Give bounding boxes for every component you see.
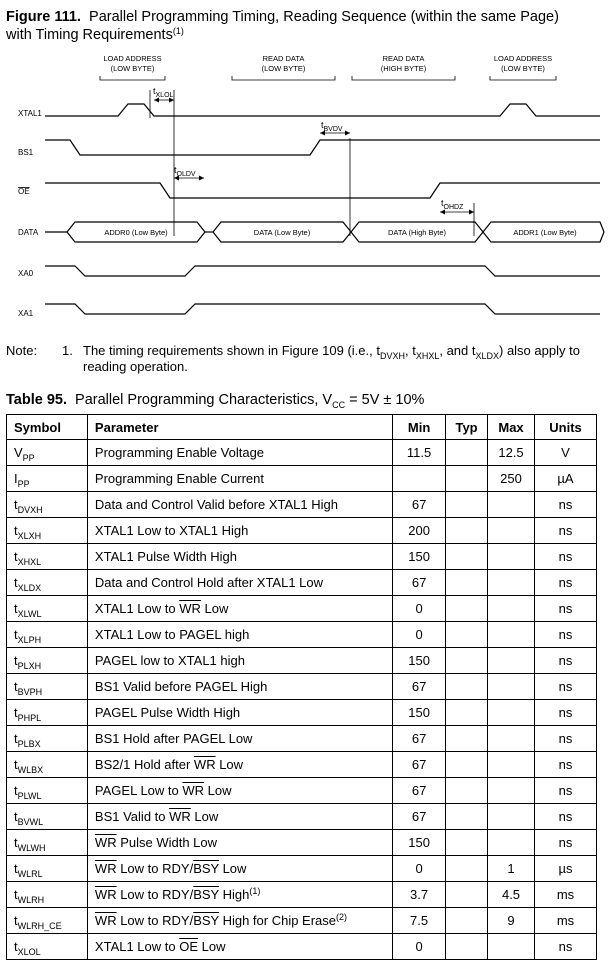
cell-typ	[446, 622, 488, 648]
header-max: Max	[488, 415, 535, 440]
cell-typ	[446, 804, 488, 830]
cell-min: 0	[393, 934, 446, 960]
phase-label: LOAD ADDRESS	[103, 54, 162, 63]
phase-label: LOAD ADDRESS	[493, 54, 553, 63]
cell-parameter: BS1 Valid before PAGEL High	[87, 674, 392, 700]
table-row	[7, 570, 597, 596]
table-row	[7, 544, 597, 570]
phase-label: (HIGH BYTE)	[380, 64, 427, 73]
cell-units: ns	[535, 934, 597, 960]
characteristics-table	[6, 414, 597, 960]
cell-units: ns	[535, 518, 597, 544]
cell-min: 150	[393, 700, 446, 726]
data-box-label: ADDR0 (Low Byte)	[104, 228, 168, 237]
cell-parameter: Programming Enable Voltage	[87, 440, 392, 466]
cell-parameter: XTAL1 Low to $\overline{OE}$ Low	[87, 934, 392, 960]
cell-units: ns	[535, 778, 597, 804]
cell-symbol: $t_{WLWH}$	[7, 830, 88, 856]
cell-typ	[446, 648, 488, 674]
cell-typ	[446, 726, 488, 752]
cell-max	[488, 934, 535, 960]
timing-label: $t_{OHDZ}$	[441, 198, 464, 211]
table-row	[7, 934, 597, 960]
cell-units: V	[535, 440, 597, 466]
cell-min: 0	[393, 596, 446, 622]
cell-min: 200	[393, 518, 446, 544]
cell-max	[488, 622, 535, 648]
cell-parameter: $\overline{WR}$ Pulse Width Low	[87, 830, 392, 856]
signal-label: BS1	[18, 148, 34, 157]
table-row	[7, 466, 597, 492]
header-min: Min	[393, 415, 446, 440]
cell-typ	[446, 466, 488, 492]
cell-typ	[446, 700, 488, 726]
cell-max	[488, 674, 535, 700]
table-row	[7, 518, 597, 544]
cell-symbol: $t_{BVPH}$	[7, 674, 88, 700]
cell-typ	[446, 908, 488, 934]
cell-units: µA	[535, 466, 597, 492]
cell-typ	[446, 830, 488, 856]
cell-units: ns	[535, 752, 597, 778]
figure-title-footnote: (1)	[172, 26, 184, 36]
cell-max	[488, 726, 535, 752]
cell-units: ns	[535, 726, 597, 752]
cell-min: 0	[393, 622, 446, 648]
cell-symbol: $V_{PP}$	[7, 440, 88, 466]
cell-parameter: PAGEL low to XTAL1 high	[87, 648, 392, 674]
cell-units: ns	[535, 492, 597, 518]
toldv-arrow-head	[199, 176, 204, 181]
cell-typ	[446, 882, 488, 908]
note-label: Note:	[6, 343, 38, 358]
table-row	[7, 856, 597, 882]
cell-parameter: $\overline{WR}$ Low to RDY/$\overline{BSY}$ High$^{(1)}$	[87, 882, 392, 908]
tbvdv-arrow-head	[345, 131, 350, 136]
cell-symbol: $t_{WLBX}$	[7, 752, 88, 778]
phase-label: (LOW BYTE)	[261, 64, 306, 73]
table-row	[7, 700, 597, 726]
cell-units: ns	[535, 674, 597, 700]
phase-label: READ DATA	[382, 54, 425, 63]
cell-max: 250	[488, 466, 535, 492]
cell-min: 0	[393, 856, 446, 882]
cell-units: ns	[535, 648, 597, 674]
cell-symbol: $t_{XHXL}$	[7, 544, 88, 570]
cell-max: 12.5	[488, 440, 535, 466]
note-text: The timing requirements shown in Figure 109 (i.e., $t_{DVXH}$, $t_{XHXL}$, and $t_{XLDX}$) also apply to reading operation.	[83, 343, 580, 374]
cell-max	[488, 492, 535, 518]
cell-symbol: $t_{PLBX}$	[7, 726, 88, 752]
oe-waveform	[45, 183, 600, 198]
phase-bracket	[352, 76, 455, 80]
cell-units: ms	[535, 882, 597, 908]
cell-symbol: $t_{DVXH}$	[7, 492, 88, 518]
data-box-label: ADDR1 (Low Byte)	[513, 228, 577, 237]
cell-parameter: PAGEL Low to $\overline{WR}$ Low	[87, 778, 392, 804]
header-typ: Typ	[446, 415, 488, 440]
table-caption	[6, 392, 424, 408]
cell-min	[393, 466, 446, 492]
signal-label: DATA	[18, 228, 39, 237]
xa0-waveform	[45, 266, 600, 276]
cell-max	[488, 700, 535, 726]
timing-label: $t_{XLOL}$	[153, 86, 174, 99]
cell-max	[488, 518, 535, 544]
cell-typ	[446, 492, 488, 518]
cell-min: 11.5	[393, 440, 446, 466]
cell-typ	[446, 440, 488, 466]
cell-min: 150	[393, 830, 446, 856]
cell-typ	[446, 518, 488, 544]
table-row	[7, 440, 597, 466]
cell-symbol: $t_{WLRH}$	[7, 882, 88, 908]
tohdz-arrow-head	[469, 210, 474, 215]
cell-parameter: BS2/1 Hold after $\overline{WR}$ Low	[87, 752, 392, 778]
phase-bracket	[490, 76, 556, 80]
table-row	[7, 804, 597, 830]
table-row	[7, 622, 597, 648]
timing-label: $t_{OLDV}$	[174, 165, 196, 178]
cell-max: 4.5	[488, 882, 535, 908]
cell-symbol: $t_{WLRL}$	[7, 856, 88, 882]
cell-symbol: $t_{XLDX}$	[7, 570, 88, 596]
cell-parameter: Programming Enable Current	[87, 466, 392, 492]
cell-typ	[446, 570, 488, 596]
cell-typ	[446, 752, 488, 778]
table-header-row	[7, 415, 597, 440]
cell-min: 150	[393, 544, 446, 570]
cell-max: 1	[488, 856, 535, 882]
cell-units: ns	[535, 830, 597, 856]
cell-parameter: Data and Control Hold after XTAL1 Low	[87, 570, 392, 596]
cell-symbol: $I_{PP}$	[7, 466, 88, 492]
cell-units: µs	[535, 856, 597, 882]
phase-label: (LOW BYTE)	[501, 64, 545, 73]
phase-bracket	[100, 76, 165, 80]
phase-bracket	[232, 76, 335, 80]
signal-label: XA0	[18, 269, 34, 278]
cell-min: 67	[393, 804, 446, 830]
table-number: Table 95.	[6, 392, 67, 408]
figure-caption	[6, 8, 606, 44]
table-row	[7, 752, 597, 778]
cell-typ	[446, 934, 488, 960]
cell-parameter: XTAL1 Low to $\overline{WR}$ Low	[87, 596, 392, 622]
cell-symbol: $t_{BVWL}$	[7, 804, 88, 830]
cell-units: ns	[535, 544, 597, 570]
header-symbol: Symbol	[7, 415, 88, 440]
table-row	[7, 674, 597, 700]
table-title: Parallel Programming Characteristics, $V_{CC} = 5V \pm 10\%$	[75, 392, 425, 410]
bs1-waveform	[45, 140, 600, 155]
cell-parameter: XTAL1 Low to XTAL1 High	[87, 518, 392, 544]
phase-label: READ DATA	[262, 54, 305, 63]
cell-max	[488, 570, 535, 596]
cell-symbol: $t_{XLWL}$	[7, 596, 88, 622]
cell-min: 67	[393, 778, 446, 804]
figure-number: Figure 111.	[6, 9, 81, 25]
cell-min: 3.7	[393, 882, 446, 908]
cell-symbol: $t_{PLXH}$	[7, 648, 88, 674]
timing-label: $t_{BVDV}$	[321, 120, 343, 133]
header-units: Units	[535, 415, 597, 440]
signal-label: XTAL1	[18, 109, 42, 118]
cell-min: 67	[393, 674, 446, 700]
cell-min: 67	[393, 752, 446, 778]
cell-min: 67	[393, 726, 446, 752]
signal-label: XA1	[18, 309, 34, 318]
cell-max	[488, 752, 535, 778]
cell-max	[488, 778, 535, 804]
cell-parameter: PAGEL Pulse Width High	[87, 700, 392, 726]
cell-parameter: XTAL1 Pulse Width High	[87, 544, 392, 570]
cell-typ	[446, 856, 488, 882]
cell-symbol: $t_{WLRH\_CE}$	[7, 908, 88, 934]
cell-max	[488, 830, 535, 856]
figure-title-line2: with Timing Requirements	[6, 27, 173, 43]
cell-max	[488, 596, 535, 622]
cell-parameter: BS1 Valid to $\overline{WR}$ Low	[87, 804, 392, 830]
data-box-label: DATA (Low Byte)	[253, 228, 311, 237]
cell-symbol: $t_{XLOL}$	[7, 934, 88, 960]
cell-max	[488, 804, 535, 830]
cell-units: ns	[535, 570, 597, 596]
cell-min: 67	[393, 492, 446, 518]
table-row	[7, 492, 597, 518]
cell-symbol: $t_{XLPH}$	[7, 622, 88, 648]
timing-diagram	[0, 48, 611, 333]
cell-symbol: $t_{PLWL}$	[7, 778, 88, 804]
table-row	[7, 778, 597, 804]
signal-label: OE	[18, 187, 30, 196]
xa1-waveform	[45, 304, 600, 314]
cell-symbol: $t_{PHPL}$	[7, 700, 88, 726]
cell-units: ns	[535, 622, 597, 648]
cell-parameter: $\overline{WR}$ Low to RDY/$\overline{BSY}$ High for Chip Erase$^{(2)}$	[87, 908, 392, 934]
cell-max	[488, 648, 535, 674]
note-number: 1.	[62, 343, 73, 358]
cell-max: 9	[488, 908, 535, 934]
cell-min: 150	[393, 648, 446, 674]
figure-title-line1: Parallel Programming Timing, Reading Sequence (within the same Page)	[89, 9, 559, 25]
cell-parameter: $\overline{WR}$ Low to RDY/$\overline{BSY}$ Low	[87, 856, 392, 882]
table-row	[7, 830, 597, 856]
xtal1-waveform	[45, 104, 600, 116]
cell-units: ms	[535, 908, 597, 934]
cell-typ	[446, 596, 488, 622]
table-row	[7, 908, 597, 934]
table-row	[7, 596, 597, 622]
data-box-label: DATA (High Byte)	[387, 228, 447, 237]
table-row	[7, 882, 597, 908]
table-row	[7, 726, 597, 752]
cell-parameter: BS1 Hold after PAGEL Low	[87, 726, 392, 752]
header-parameter: Parameter	[87, 415, 392, 440]
cell-typ	[446, 674, 488, 700]
cell-units: ns	[535, 700, 597, 726]
cell-max	[488, 544, 535, 570]
cell-parameter: XTAL1 Low to PAGEL high	[87, 622, 392, 648]
cell-parameter: Data and Control Valid before XTAL1 High	[87, 492, 392, 518]
cell-min: 67	[393, 570, 446, 596]
phase-label: (LOW BYTE)	[110, 64, 155, 73]
cell-typ	[446, 544, 488, 570]
table-row	[7, 648, 597, 674]
cell-symbol: $t_{XLXH}$	[7, 518, 88, 544]
cell-units: ns	[535, 804, 597, 830]
cell-units: ns	[535, 596, 597, 622]
cell-min: 7.5	[393, 908, 446, 934]
cell-typ	[446, 778, 488, 804]
